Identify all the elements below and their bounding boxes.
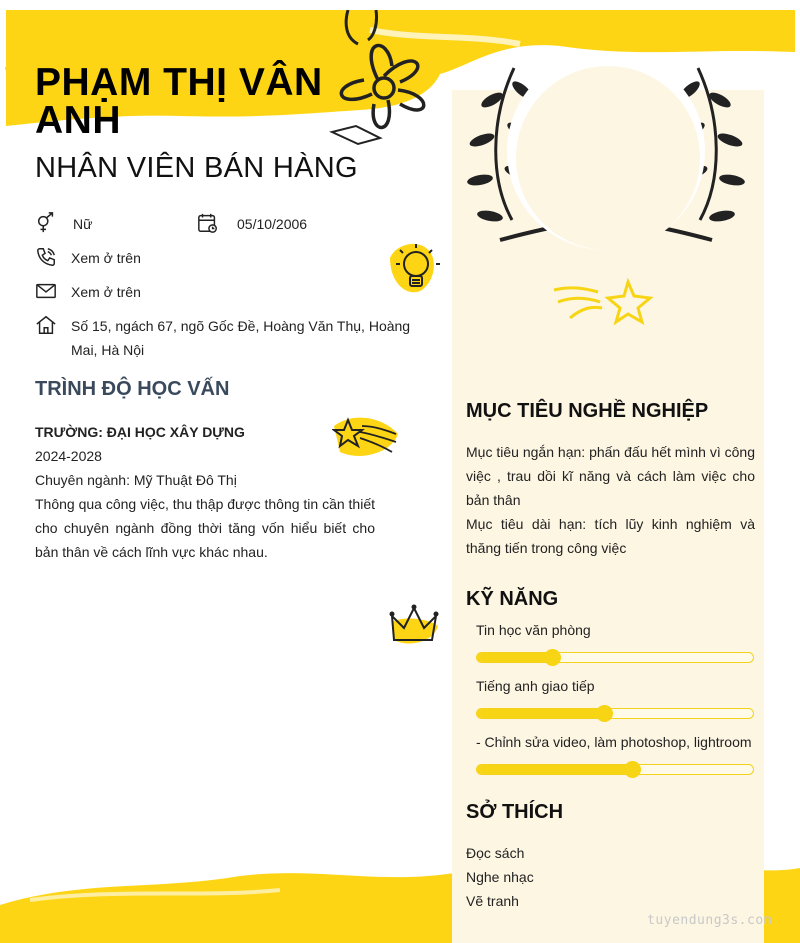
education-heading: TRÌNH ĐỘ HỌC VẤN: [35, 378, 230, 400]
skill-bar: [476, 652, 754, 663]
crown-doodle-icon: [388, 602, 442, 648]
watermark: tuyendung3s.com: [647, 913, 772, 928]
career-goal-section: [466, 440, 755, 560]
birthday-row: [197, 212, 357, 236]
hobbies-heading: SỞ THÍCH: [466, 801, 564, 823]
envelope-icon: [35, 280, 57, 302]
address-value: Số 15, ngách 67, ngõ Gốc Đề, Hoàng Văn Thụ, Hoàng Mai, Hà Nội: [71, 318, 411, 358]
email-value: Xem ở trên: [71, 284, 141, 300]
skills-heading: KỸ NĂNG: [466, 588, 559, 610]
skill-label: Tiếng anh giao tiếp: [476, 678, 595, 694]
hobby-item: Nghe nhạc: [466, 869, 534, 885]
home-icon: [35, 314, 57, 336]
skill-label: Tin học văn phòng: [476, 622, 591, 638]
education-section: [35, 420, 375, 564]
phone-row: [35, 246, 235, 270]
education-major: Chuyên ngành: Mỹ Thuật Đô Thị: [35, 472, 237, 488]
skill-item: [476, 678, 756, 694]
skill-bar-knob: [544, 649, 561, 666]
email-row: [35, 280, 235, 304]
address-row: [35, 314, 435, 362]
gender-value: Nữ: [73, 216, 93, 232]
skill-bar: [476, 764, 754, 775]
school-name: TRƯỜNG: ĐẠI HỌC XÂY DỰNG: [35, 424, 245, 440]
skill-bar-fill: [477, 653, 552, 662]
phone-icon: [35, 246, 57, 268]
skill-item: [476, 622, 756, 638]
skill-item: [476, 734, 756, 750]
hobbies-list: [466, 841, 534, 913]
skill-label: - Chỉnh sửa video, làm photoshop, lightroom: [476, 734, 752, 750]
education-description: Thông qua công việc, thu thập được thông tin cần thiết cho chuyên ngành đồng thời tăng vốn hiểu biết cho bản thân về cách lĩnh vực khác nhau.: [35, 496, 375, 560]
birthday-value: 05/10/2006: [237, 216, 308, 232]
gender-row: [35, 212, 185, 236]
skill-bar-knob: [624, 761, 641, 778]
calendar-icon: [197, 212, 219, 234]
skill-bar: [476, 708, 754, 719]
education-years: 2024-2028: [35, 448, 102, 464]
candidate-name: PHẠM THỊ VÂN ANH: [35, 61, 323, 142]
lightbulb-doodle-icon: [386, 240, 448, 298]
hobby-item: Vẽ tranh: [466, 893, 519, 909]
career-goal-heading: MỤC TIÊU NGHỀ NGHIỆP: [466, 400, 709, 422]
long-term-goal: Mục tiêu dài hạn: tích lũy kinh nghiệm và thăng tiến trong công việc: [466, 516, 755, 556]
skill-bar-knob: [596, 705, 613, 722]
skill-bar-fill: [477, 765, 632, 774]
phone-value: Xem ở trên: [71, 250, 141, 266]
job-title: NHÂN VIÊN BÁN HÀNG: [35, 152, 358, 184]
shooting-star-icon: [550, 278, 654, 326]
avatar: [516, 66, 700, 250]
short-term-goal: Mục tiêu ngắn hạn: phấn đấu hết mình vì công việc , trau dồi kĩ năng và cách làm việc cho bản thân: [466, 444, 755, 508]
gender-icon: [35, 212, 57, 234]
skill-bar-fill: [477, 709, 604, 718]
hobby-item: Đọc sách: [466, 845, 525, 861]
